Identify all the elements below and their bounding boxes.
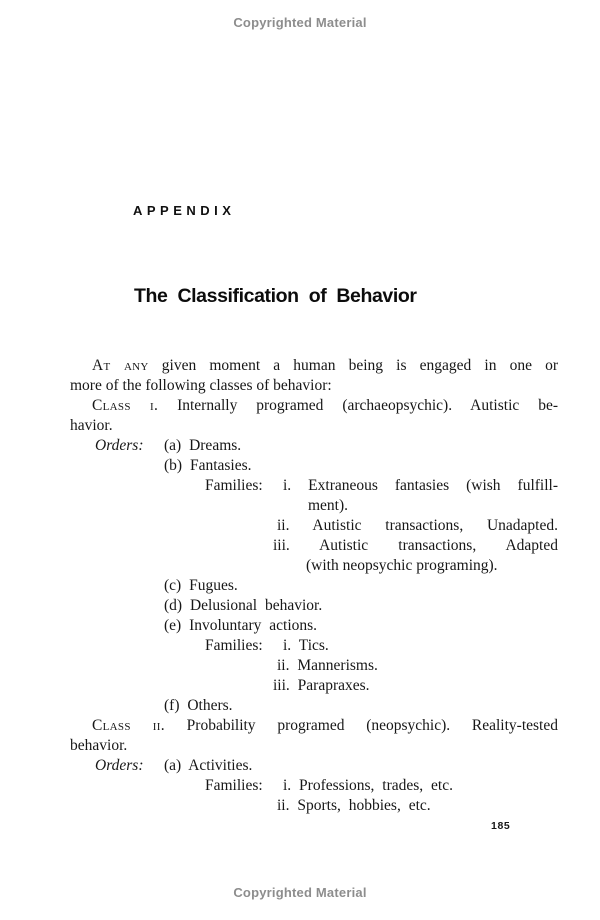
class2-label-smallcaps: Class ii. — [92, 717, 165, 734]
intro-lead-smallcaps: At any — [92, 357, 149, 374]
class1-orders-label: Orders: — [95, 437, 144, 454]
class2-head-rest: Probability programed (neopsychic). Reality-tested — [164, 717, 558, 734]
class1-families-b-label: Families: — [205, 477, 263, 494]
class1-families-b-ii: ii. Autistic transactions, Unadapted. — [277, 517, 558, 534]
class2-order-a: (a) Activities. — [164, 757, 253, 774]
class1-head-rest: Internally programed (archaeopsychic). Autistic be- — [158, 397, 558, 414]
page-title: The Classification of Behavior — [134, 285, 417, 307]
class1-order-a: (a) Dreams. — [164, 437, 242, 454]
line-class2-cont: behavior. — [70, 737, 128, 754]
appendix-label: APPENDIX — [133, 203, 236, 218]
class1-families-b-i-cont: ment). — [308, 497, 349, 514]
class2-orders-label: Orders: — [95, 757, 144, 774]
class2-families-a-label: Families: — [205, 777, 263, 794]
intro-line1-rest: given moment a human being is engaged in one or — [148, 357, 558, 374]
class1-families-e-iii: iii. Parapraxes. — [273, 677, 370, 694]
class1-families-b-iii: iii. Autistic transactions, Adapted — [273, 537, 558, 554]
line-class1-head — [92, 396, 558, 415]
copyright-banner-top: Copyrighted Material — [233, 15, 367, 30]
class1-families-e-i: i. Tics. — [283, 637, 329, 654]
class1-label-smallcaps: Class i. — [92, 397, 159, 414]
copyright-banner-bottom: Copyrighted Material — [233, 885, 367, 900]
line-class1-cont: havior. — [70, 417, 113, 434]
class1-families-e-label: Families: — [205, 637, 263, 654]
line-intro-2: more of the following classes of behavior: — [70, 377, 332, 394]
line-class2-head — [92, 716, 558, 735]
class2-families-a-i: i. Professions, trades, etc. — [283, 777, 453, 794]
page-number: 185 — [491, 820, 511, 832]
class1-families-b-i: i. Extraneous fantasies (wish fulfill- — [283, 477, 558, 494]
class1-order-e: (e) Involuntary actions. — [164, 617, 318, 634]
class1-families-b-iii-cont: (with neopsychic programing). — [306, 557, 498, 574]
class1-order-d: (d) Delusional behavior. — [164, 597, 323, 614]
class1-order-f: (f) Others. — [164, 697, 233, 714]
class2-families-a-ii: ii. Sports, hobbies, etc. — [277, 797, 431, 814]
class1-order-c: (c) Fugues. — [164, 577, 238, 594]
line-intro-1 — [92, 356, 558, 375]
class1-order-b: (b) Fantasies. — [164, 457, 252, 474]
class1-families-e-ii: ii. Mannerisms. — [277, 657, 378, 674]
